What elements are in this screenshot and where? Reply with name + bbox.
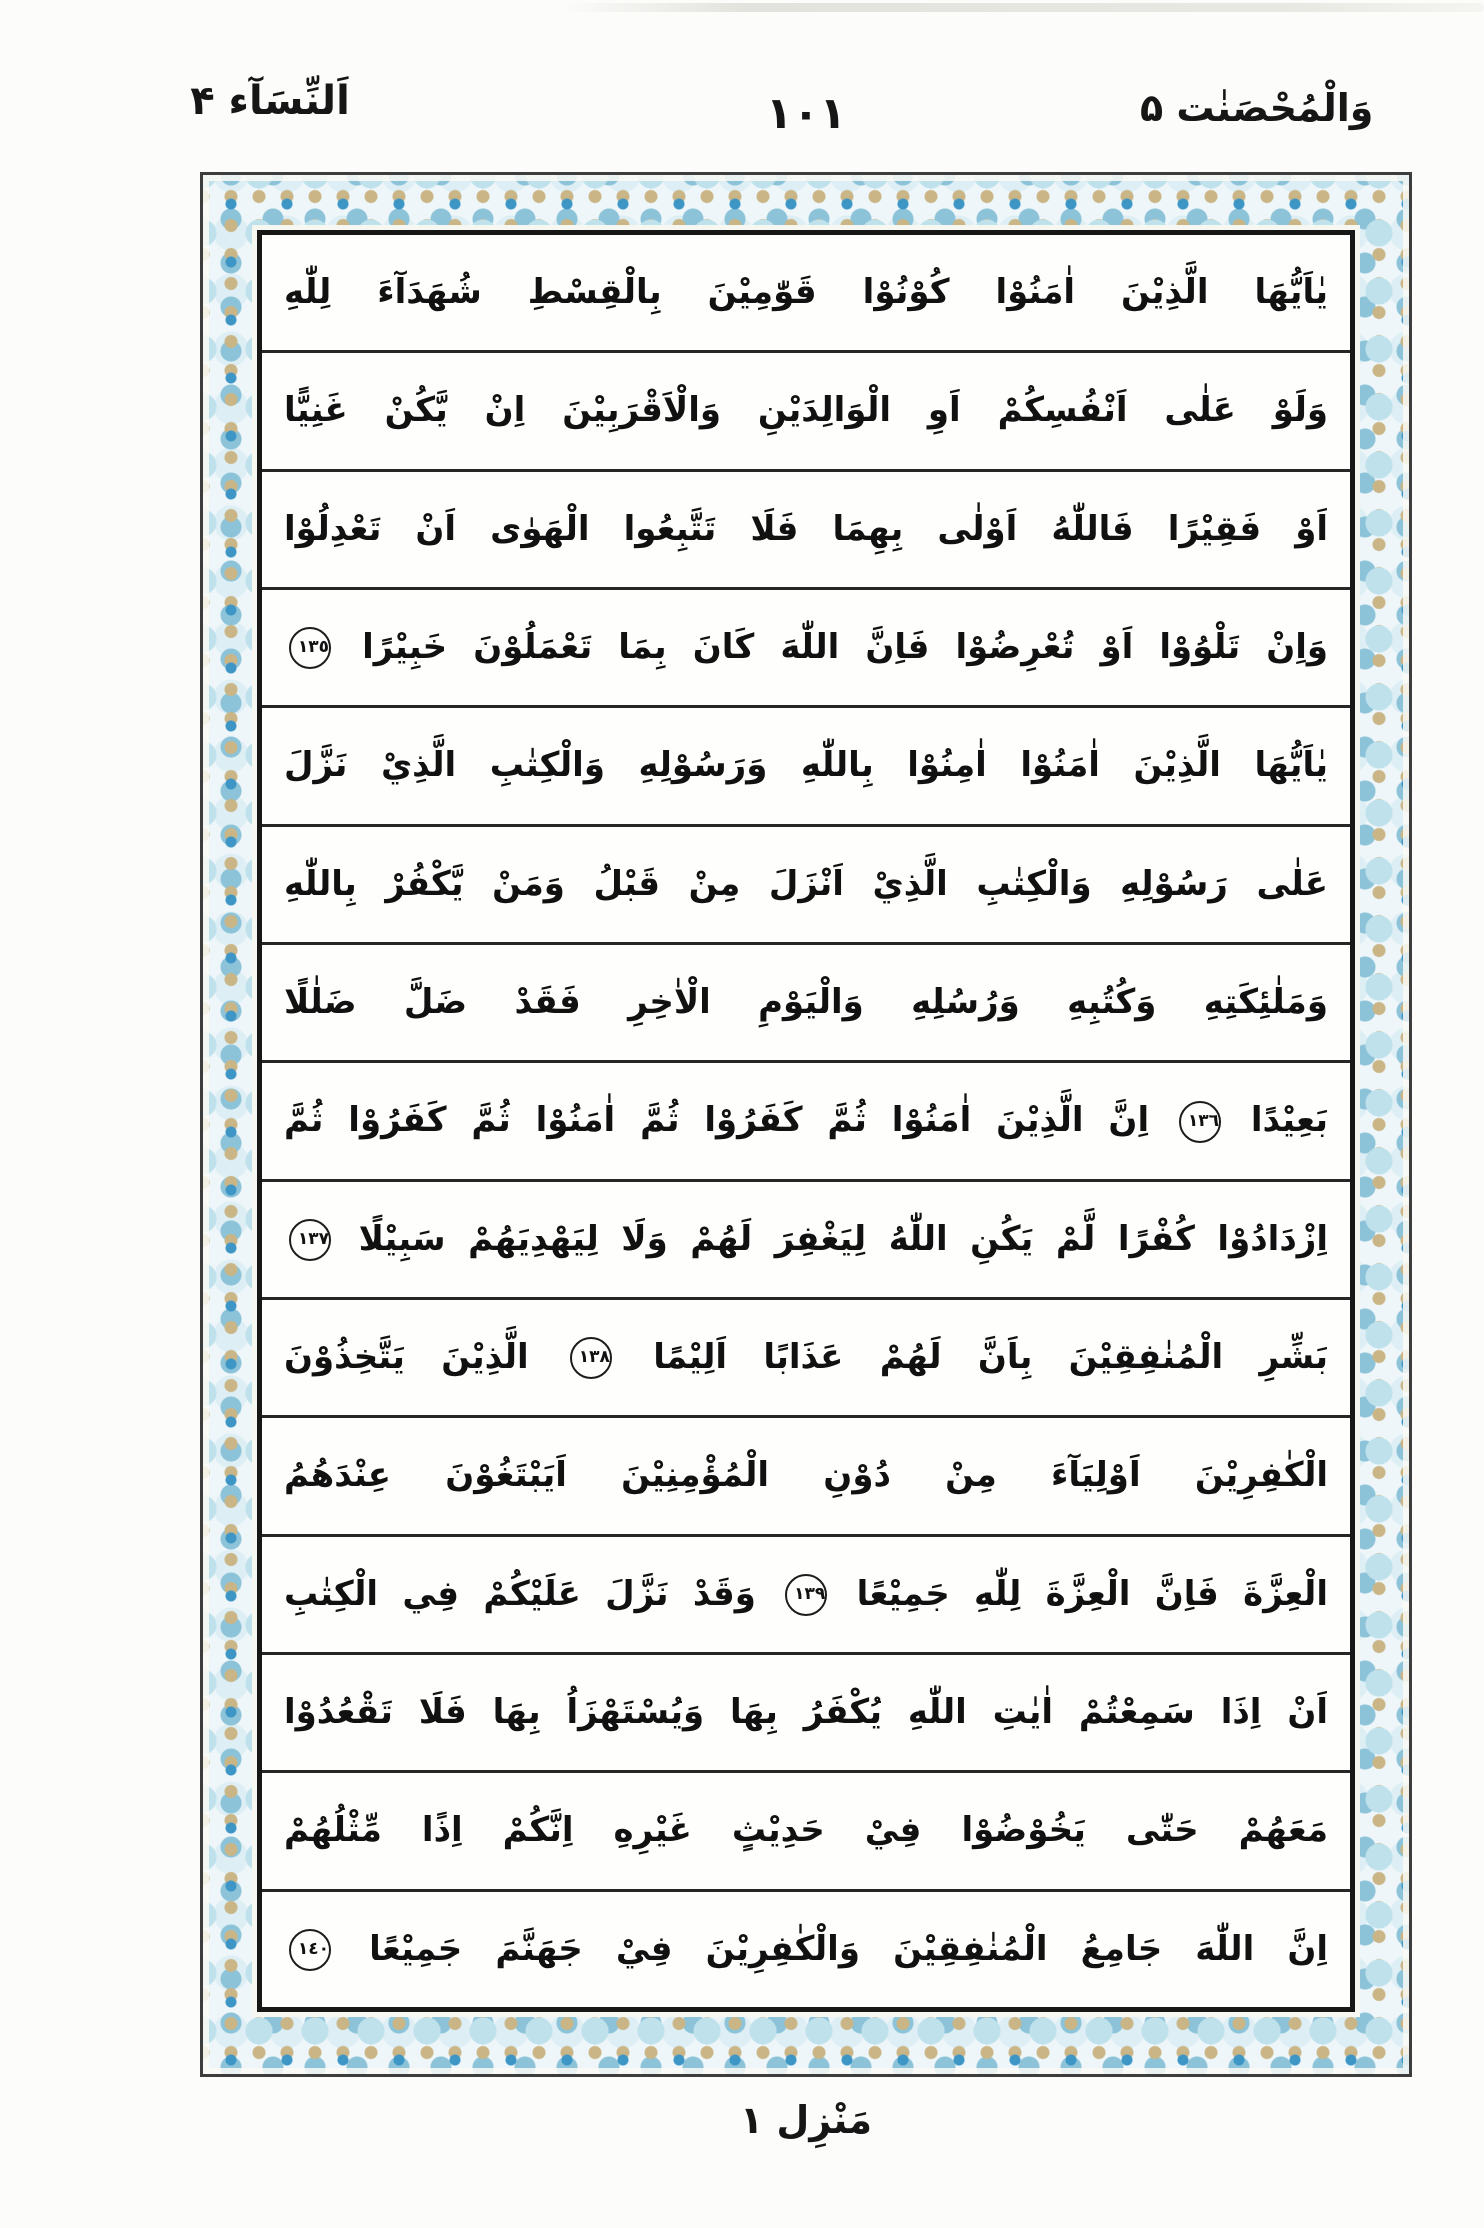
ayah-text: بَعِيْدًا bbox=[1250, 1100, 1328, 1141]
ayah-text: عَلٰى رَسُوْلِهِ وَالْكِتٰبِ الَّذِيْ اَنْزَلَ مِنْ قَبْلُ وَمَنْ يَّكْفُرْ بِاللّٰهِ bbox=[284, 863, 1328, 904]
verse-number-medallion: ١٣٩ bbox=[785, 1574, 827, 1616]
ayah-text: وَاِنْ تَلْوُوْا اَوْ تُعْرِضُوْا فَاِنَّ اللّٰهَ كَانَ بِمَا تَعْمَلُوْنَ خَبِيْرًا bbox=[362, 626, 1328, 667]
quran-line bbox=[262, 1892, 1350, 2007]
quran-line bbox=[262, 590, 1350, 708]
decorative-border-frame bbox=[200, 172, 1412, 2077]
footer-manzil-label: مَنْزِل ١ bbox=[739, 2098, 873, 2142]
header-surah-title: اَلنِّسَآء ۴ bbox=[190, 78, 350, 124]
quran-text-area bbox=[257, 230, 1355, 2012]
quran-line bbox=[262, 1537, 1350, 1655]
quran-line bbox=[262, 353, 1350, 471]
quran-line bbox=[262, 708, 1350, 826]
ayah-text: وَقَدْ نَزَّلَ عَلَيْكُمْ فِي الْكِتٰبِ bbox=[284, 1573, 756, 1614]
verse-number-medallion: ١٣٥ bbox=[289, 627, 331, 669]
quran-line bbox=[262, 1300, 1350, 1418]
ayah-text: وَمَلٰئِكَتِهِ وَكُتُبِهِ وَرُسُلِهِ وَالْيَوْمِ الْاٰخِرِ فَقَدْ ضَلَّ ضَلٰلًا bbox=[284, 981, 1328, 1022]
quran-line bbox=[262, 1182, 1350, 1300]
quran-line bbox=[262, 1063, 1350, 1181]
ayah-text: اِزْدَادُوْا كُفْرًا لَّمْ يَكُنِ اللّٰهُ لِيَغْفِرَ لَهُمْ وَلَا لِيَهْدِيَهُمْ سَبِيْلًا bbox=[358, 1218, 1329, 1259]
ayah-text: اِنَّ الَّذِيْنَ اٰمَنُوْا ثُمَّ كَفَرُوْا ثُمَّ اٰمَنُوْا ثُمَّ كَفَرُوْا ثُمَّ bbox=[284, 1100, 1150, 1141]
ayah-text: الْكٰفِرِيْنَ اَوْلِيَآءَ مِنْ دُوْنِ الْمُؤْمِنِيْنَ اَيَبْتَغُوْنَ عِنْدَهُمُ bbox=[284, 1455, 1328, 1496]
ayah-text: وَلَوْ عَلٰى اَنْفُسِكُمْ اَوِ الْوَالِدَيْنِ وَالْاَقْرَبِيْنَ اِنْ يَّكُنْ غَنِيًّا bbox=[284, 390, 1328, 431]
ayah-text: يٰاَيُّهَا الَّذِيْنَ اٰمَنُوْا اٰمِنُوْا بِاللّٰهِ وَرَسُوْلِهِ وَالْكِتٰبِ الَّذِيْ نَزَّلَ bbox=[284, 745, 1328, 786]
quran-line bbox=[262, 1655, 1350, 1773]
verse-number-medallion: ١٣٨ bbox=[570, 1337, 612, 1379]
quran-line bbox=[262, 945, 1350, 1063]
verse-number-medallion: ١٤٠ bbox=[289, 1929, 331, 1971]
ayah-text: الْعِزَّةَ فَاِنَّ الْعِزَّةَ لِلّٰهِ جَمِيْعًا bbox=[856, 1573, 1328, 1614]
ayah-text: مَعَهُمْ حَتّٰى يَخُوْضُوْا فِيْ حَدِيْثٍ غَيْرِهِ اِنَّكُمْ اِذًا مِّثْلُهُمْ bbox=[284, 1810, 1328, 1851]
verse-number-medallion: ١٣٧ bbox=[289, 1219, 331, 1261]
header-section-marker: وَالْمُحْصَنٰت ۵ bbox=[1140, 86, 1374, 130]
header-page-number: ١٠١ bbox=[765, 88, 847, 139]
ayah-text: اَوْ فَقِيْرًا فَاللّٰهُ اَوْلٰى بِهِمَا فَلَا تَتَّبِعُوا الْهَوٰى اَنْ تَعْدِلُوْا bbox=[284, 508, 1328, 549]
quran-line bbox=[262, 827, 1350, 945]
ayah-text: اِنَّ اللّٰهَ جَامِعُ الْمُنٰفِقِيْنَ وَالْكٰفِرِيْنَ فِيْ جَهَنَّمَ جَمِيْعًا bbox=[369, 1928, 1328, 1969]
quran-line bbox=[262, 1773, 1350, 1891]
quran-line bbox=[262, 235, 1350, 353]
verse-number-medallion: ١٣٦ bbox=[1179, 1101, 1221, 1143]
ayah-text: الَّذِيْنَ يَتَّخِذُوْنَ bbox=[284, 1336, 529, 1377]
ayah-text: يٰاَيُّهَا الَّذِيْنَ اٰمَنُوْا كُوْنُوْا قَوّٰمِيْنَ بِالْقِسْطِ شُهَدَآءَ لِلّٰهِ bbox=[284, 272, 1328, 312]
ayah-text: بَشِّرِ الْمُنٰفِقِيْنَ بِاَنَّ لَهُمْ عَذَابًا اَلِيْمًا bbox=[653, 1336, 1328, 1377]
quran-line bbox=[262, 472, 1350, 590]
quran-line bbox=[262, 1418, 1350, 1536]
scan-artifact-line bbox=[560, 3, 1484, 12]
ayah-text: اَنْ اِذَا سَمِعْتُمْ اٰيٰتِ اللّٰهِ يُكْفَرُ بِهَا وَيُسْتَهْزَاُ بِهَا فَلَا تَقْعُدُوْا bbox=[284, 1691, 1328, 1732]
